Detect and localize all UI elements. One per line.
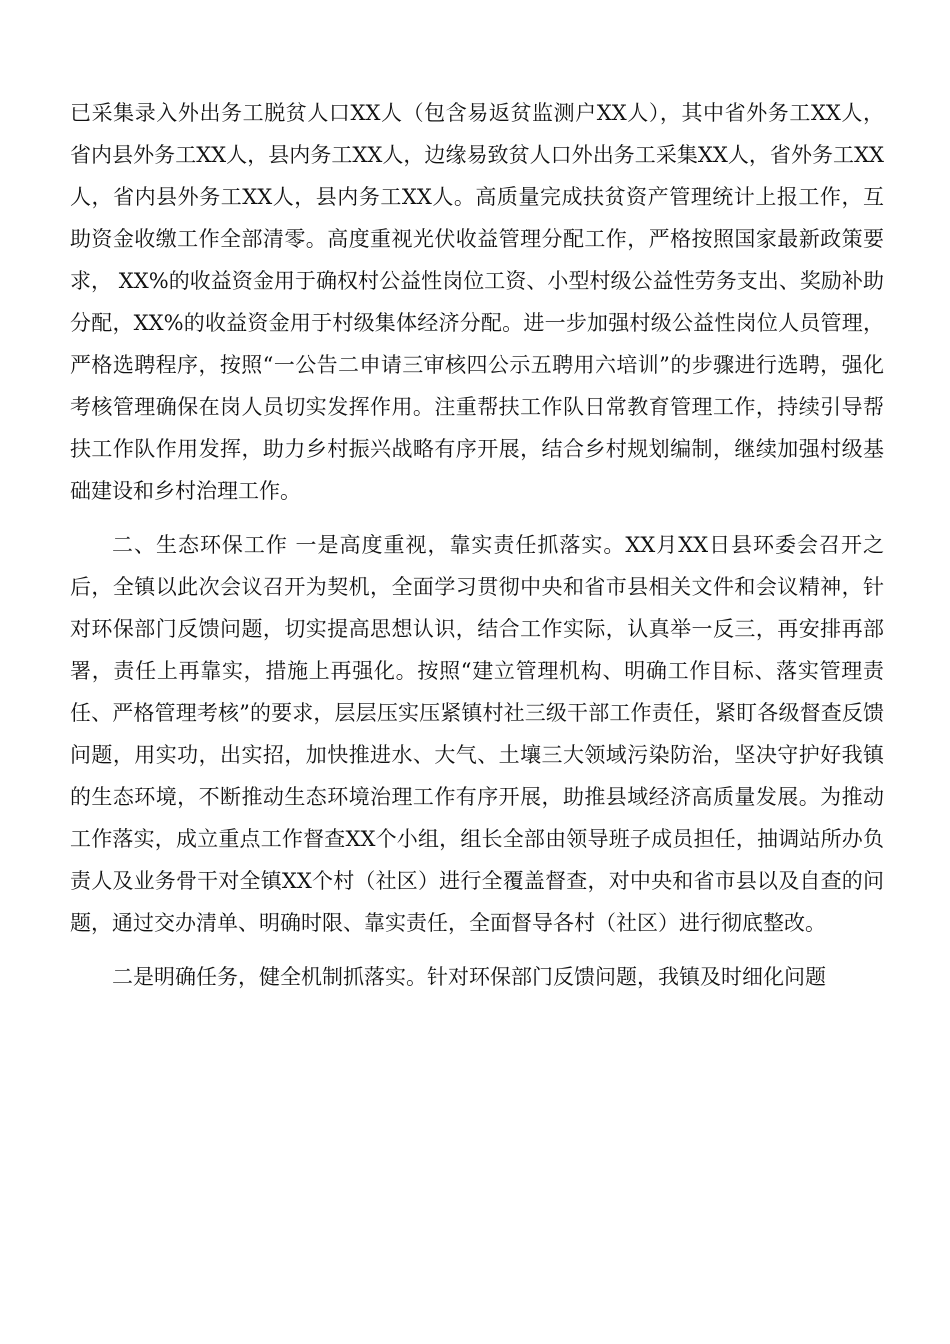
paragraph-poverty-work: 已采集录入外出务工脱贫人口XX人（包含易返贫监测户XX人），其中省外务工XX人，省内县外务工XX人，县内务工XX人，边缘易致贫人口外出务工采集XX人，省外务工XX人，省内县外务工XX人，县内务工XX人。高质量完成扶贫资产管理统计上报工作，互助资金收缴工作全部清零。高度重视光伏收益管理分配工作，严格按照国家最新政策要求， XX%的收益资金用于确权村公益性岗位工资、小型村级公益性劳务支出、奖励补助分配，XX%的收益资金用于村级集体经济分配。进一步加强村级公益性岗位人员管理，严格选聘程序，按照“一公告二申请三审核四公示五聘用六培训”的步骤进行选聘，强化考核管理确保在岗人员切实发挥作用。注重帮扶工作队日常教育管理工作，持续引导帮扶工作队作用发挥，助力乡村振兴战略有序开展，结合乡村规划编制，继续加强村级基础建设和乡村治理工作。: [70, 101, 884, 503]
document-page: [70, 92, 884, 998]
paragraph-task-mechanism: 二是明确任务，健全机制抓落实。针对环保部门反馈问题，我镇及时细化问题: [112, 965, 826, 989]
paragraph-ecology-work: 二、生态环保工作 一是高度重视，靠实责任抓落实。XX月XX日县环委会召开之后，全镇以此次会议召开为契机，全面学习贯彻中央和省市县相关文件和会议精神，针对环保部门反馈问题，切实提高思想认识，结合工作实际，认真举一反三，再安排再部署，责任上再靠实，措施上再强化。按照“建立管理机构、明确工作目标、落实管理责任、严格管理考核”的要求，层层压实压紧镇村社三级干部工作责任，紧盯各级督查反馈问题，用实功，出实招，加快推进水、大气、土壤三大领域污染防治，坚决守护好我镇的生态环境，不断推动生态环境治理工作有序开展，助推县域经济高质量发展。为推动工作落实，成立重点工作督查XX个小组，组长全部由领导班子成员担任，抽调站所办负责人及业务骨干对全镇XX个村（社区）进行全覆盖督查，对中央和省市县以及自查的问题，通过交办清单、明确时限、靠实责任，全面督导各村（社区）进行彻底整改。: [70, 533, 884, 935]
